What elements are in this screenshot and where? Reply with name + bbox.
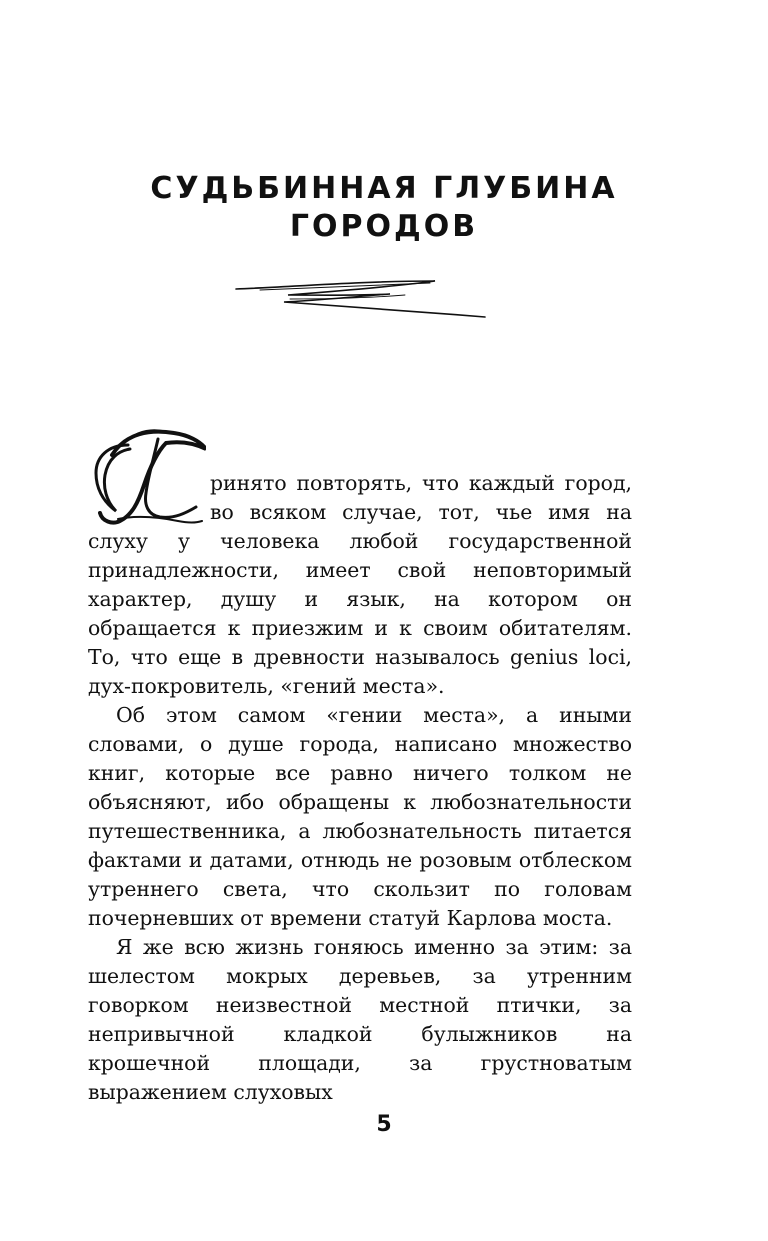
chapter-title-line-2: ГОРОДОВ: [289, 209, 479, 245]
ornamental-dropcap-icon: [88, 425, 206, 525]
chapter-title-line-1: СУДЬБИННАЯ ГЛУБИНА: [150, 171, 618, 207]
page-number: 5: [376, 1112, 392, 1137]
paragraph-1: ринято повторять, что каждый город, во всяком случае, тот, чье имя на слуху у человека любой государственной принадлежности, имеет свой неповторимый характер, душу и язык, на котором он обращается к приезжим и к своим обитателям. То, что еще в древности называлось genius loci, дух-покровитель, «гений места».: [88, 471, 632, 698]
chapter-title: [0, 170, 768, 246]
paragraph-3: Я же всю жизнь гоняюсь именно за этим: за шелестом мокрых деревьев, за утренним говорком неизвестной местной птички, за непривычной кладкой булыжников на крошечной площади, за грустноватым выражением слуховых: [88, 935, 632, 1104]
flourish-divider-icon: [230, 275, 490, 330]
body-text: [88, 469, 632, 1107]
paragraph-2: Об этом самом «гении места», а иными словами, о душе города, написано множество книг, которые все равно ничего толком не объясняют, ибо обращены к любознательности путешественника, а любознательность питается фактами и датами, отнюдь не розовым отблеском утреннего света, что скользит по головам почерневших от времени статуй Карлова моста.: [88, 703, 632, 930]
